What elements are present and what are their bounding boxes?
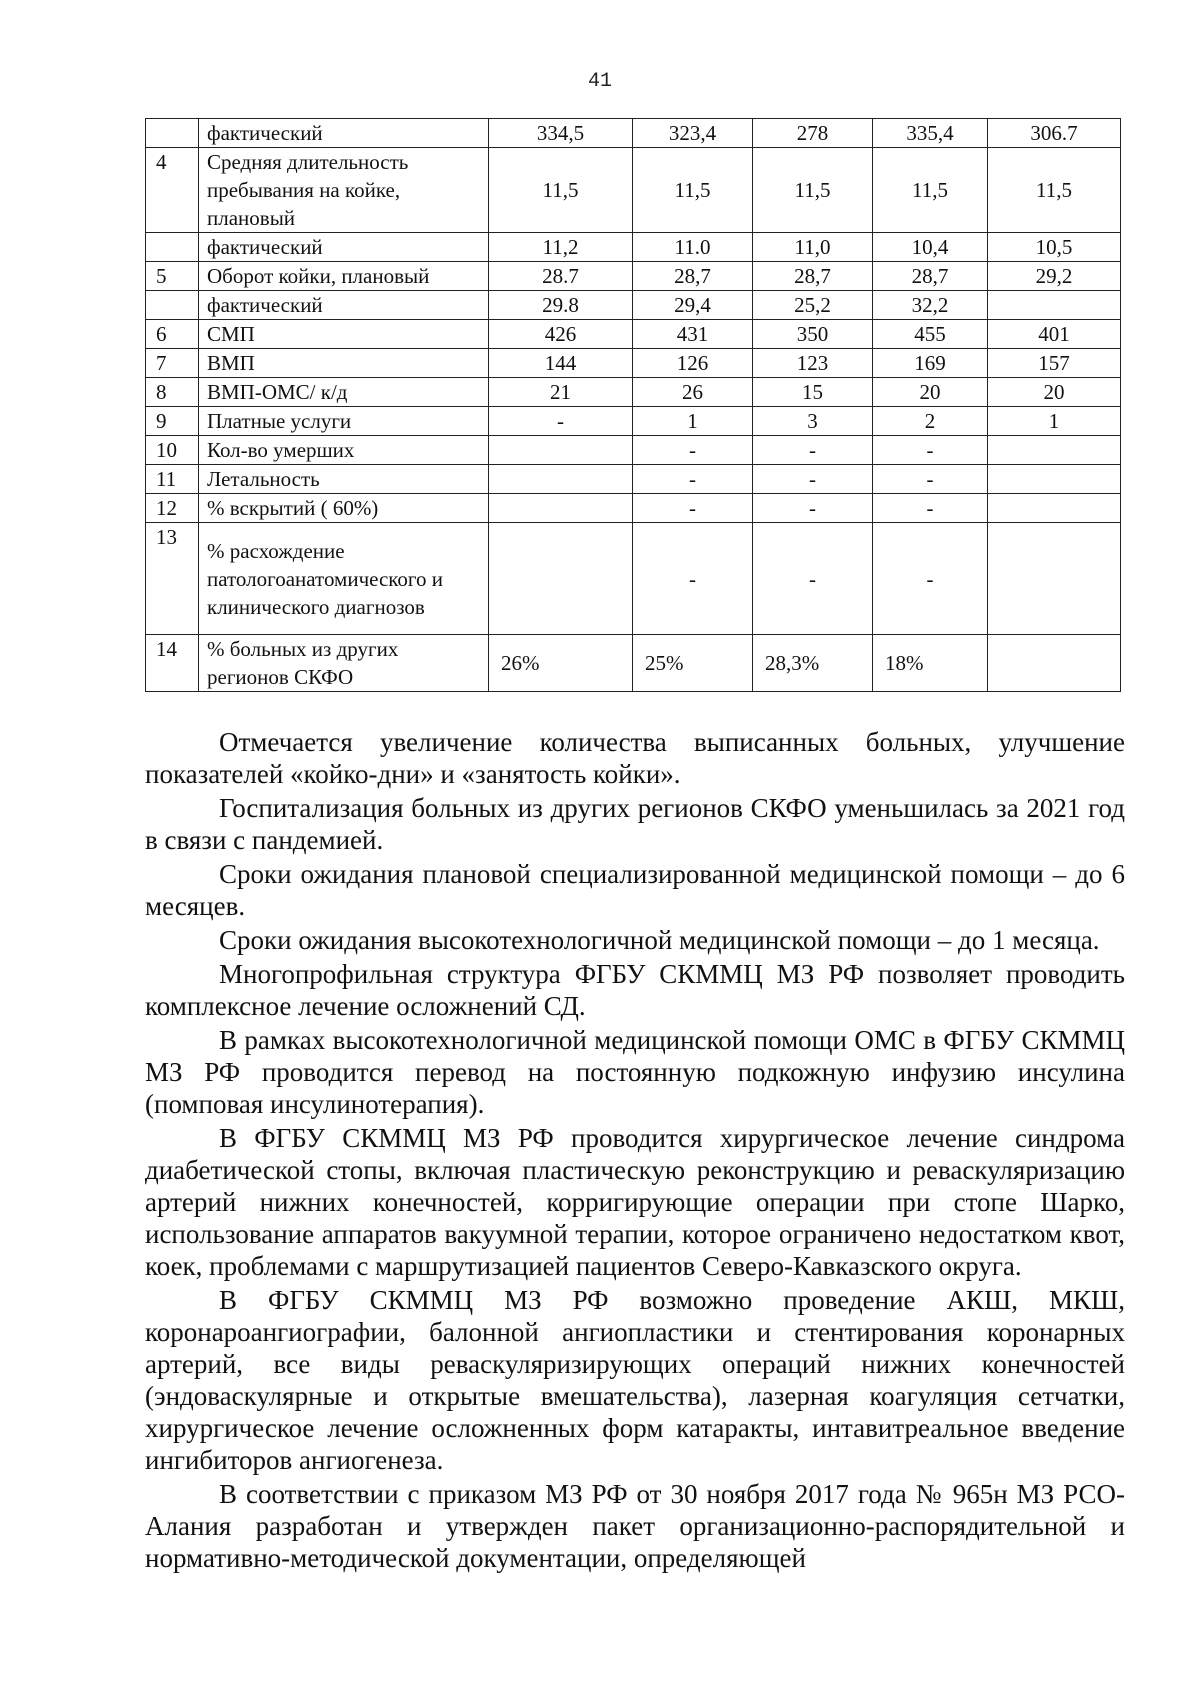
table-cell: [988, 523, 1121, 635]
table-cell: -: [753, 436, 873, 465]
table-cell: 32,2: [873, 291, 988, 320]
table-cell: 18%: [873, 635, 988, 692]
table-cell: 3: [753, 407, 873, 436]
row-indicator: Платные услуги: [199, 407, 489, 436]
table-cell: 11.0: [633, 233, 753, 262]
row-number: 7: [146, 349, 199, 378]
paragraph: Госпитализация больных из других регионов СКФО уменьшилась за 2021 год в связи с пандемией.: [145, 793, 1125, 855]
table-cell: 144: [489, 349, 633, 378]
statistics-table: [145, 118, 1121, 692]
row-number: 10: [146, 436, 199, 465]
table-row: [146, 262, 1121, 291]
table-cell: 29,4: [633, 291, 753, 320]
table-cell: [988, 436, 1121, 465]
paragraph: Сроки ожидания высокотехнологичной медицинской помощи – до 1 месяца.: [219, 925, 1100, 955]
table-row: [146, 378, 1121, 407]
table-cell: 11,5: [873, 148, 988, 233]
table-row: [146, 148, 1121, 233]
row-indicator: Кол-во умерших: [199, 436, 489, 465]
table-cell: [988, 494, 1121, 523]
table-cell: -: [753, 523, 873, 635]
table-cell: 28.7: [489, 262, 633, 291]
table-cell: [489, 436, 633, 465]
table-row: [146, 320, 1121, 349]
table-cell: [489, 523, 633, 635]
table-cell: -: [633, 523, 753, 635]
table-cell: 28,3%: [753, 635, 873, 692]
table-cell: 11,5: [633, 148, 753, 233]
table-cell: 306.7: [988, 119, 1121, 148]
row-number: 11: [146, 465, 199, 494]
paragraph: В ФГБУ СКММЦ МЗ РФ проводится хирургическое лечение синдрома диабетической стопы, включая пластическую реконструкцию и реваскуляризацию артерий нижних конечностей, корригирующие операции при стопе Шарко, использование аппаратов вакуумной терапии, которое ограничено недостатком квот, коек, проблемами с маршрутизацией пациентов Северо-Кавказского округа.: [145, 1123, 1125, 1281]
row-indicator: ВМП-ОМС/ к/д: [199, 378, 489, 407]
table-row: [146, 494, 1121, 523]
row-indicator: ВМП: [199, 349, 489, 378]
paragraph: В соответствии с приказом МЗ РФ от 30 ноября 2017 года № 965н МЗ РСО-Алания разработан и утвержден пакет организационно-распорядительной и нормативно-методической документации, определяющей: [145, 1479, 1125, 1573]
table-cell: -: [489, 407, 633, 436]
table-cell: 11,2: [489, 233, 633, 262]
row-indicator: СМП: [199, 320, 489, 349]
table-cell: -: [873, 523, 988, 635]
table-cell: [988, 635, 1121, 692]
row-number: 13: [146, 523, 199, 635]
table-cell: 323,4: [633, 119, 753, 148]
table-cell: 455: [873, 320, 988, 349]
paragraph: Сроки ожидания плановой специализированной медицинской помощи – до 6 месяцев.: [145, 859, 1125, 921]
table-cell: 426: [489, 320, 633, 349]
row-indicator: Средняя длительность пребывания на койке, плановый: [199, 148, 489, 233]
row-number: [146, 291, 199, 320]
table-cell: 10,4: [873, 233, 988, 262]
table-cell: 28,7: [753, 262, 873, 291]
row-number: 12: [146, 494, 199, 523]
table-row: [146, 291, 1121, 320]
table-cell: -: [753, 494, 873, 523]
table-cell: -: [633, 436, 753, 465]
table-cell: 20: [988, 378, 1121, 407]
table-row: [146, 119, 1121, 148]
row-number: 6: [146, 320, 199, 349]
paragraph: В рамках высокотехнологичной медицинской помощи ОМС в ФГБУ СКММЦ МЗ РФ проводится перевод на постоянную подкожную инфузию инсулина (помповая инсулинотерапия).: [145, 1025, 1125, 1119]
row-number: [146, 119, 199, 148]
paragraph: Отмечается увеличение количества выписанных больных, улучшение показателей «койко-дни» и «занятость койки».: [145, 727, 1125, 789]
row-indicator: фактический: [199, 233, 489, 262]
table-cell: 10,5: [988, 233, 1121, 262]
table-cell: 169: [873, 349, 988, 378]
table-cell: -: [753, 465, 873, 494]
row-number: 5: [146, 262, 199, 291]
table-cell: 126: [633, 349, 753, 378]
table-cell: 25%: [633, 635, 753, 692]
row-indicator: Оборот койки, плановый: [199, 262, 489, 291]
table-row: [146, 407, 1121, 436]
table-cell: -: [633, 465, 753, 494]
table-cell: 26%: [489, 635, 633, 692]
row-indicator: % расхождение патологоанатомического и клинического диагнозов: [199, 523, 489, 635]
paragraph: В ФГБУ СКММЦ МЗ РФ возможно проведение АКШ, МКШ, коронароангиографии, балонной ангиопластики и стентирования коронарных артерий, все виды реваскуляризирующих операций нижних конечностей (эндоваскулярные и открытые вмешательства), лазерная коагуляция сетчатки, хирургическое лечение осложненных форм катаракты, интавитреальное введение ингибиторов ангиогенеза.: [145, 1285, 1125, 1475]
row-number: 8: [146, 378, 199, 407]
table-cell: 29,2: [988, 262, 1121, 291]
table-cell: [988, 291, 1121, 320]
table-cell: 401: [988, 320, 1121, 349]
table-cell: 11,5: [753, 148, 873, 233]
table-cell: [489, 465, 633, 494]
table-cell: 15: [753, 378, 873, 407]
table-cell: 335,4: [873, 119, 988, 148]
table-cell: [988, 465, 1121, 494]
row-number: [146, 233, 199, 262]
row-indicator: фактический: [199, 291, 489, 320]
table-cell: 11,0: [753, 233, 873, 262]
table-cell: 334,5: [489, 119, 633, 148]
table-row: [146, 465, 1121, 494]
table-cell: 1: [633, 407, 753, 436]
table-cell: 123: [753, 349, 873, 378]
table-row: [146, 436, 1121, 465]
table-cell: [489, 494, 633, 523]
table-cell: 278: [753, 119, 873, 148]
table-row: [146, 635, 1121, 692]
table-row: [146, 349, 1121, 378]
table-cell: 26: [633, 378, 753, 407]
table-cell: 29.8: [489, 291, 633, 320]
row-indicator: % вскрытий ( 60%): [199, 494, 489, 523]
row-indicator: % больных из других регионов СКФО: [199, 635, 489, 692]
table-row: [146, 523, 1121, 635]
paragraph: Многопрофильная структура ФГБУ СКММЦ МЗ РФ позволяет проводить комплексное лечение осложнений СД.: [145, 959, 1125, 1021]
table-cell: -: [633, 494, 753, 523]
table-cell: 11,5: [988, 148, 1121, 233]
row-number: 9: [146, 407, 199, 436]
table-cell: 28,7: [633, 262, 753, 291]
table-cell: -: [873, 494, 988, 523]
table-cell: 350: [753, 320, 873, 349]
table-cell: 28,7: [873, 262, 988, 291]
table-cell: 157: [988, 349, 1121, 378]
table-cell: 21: [489, 378, 633, 407]
body-text: [145, 726, 1125, 1576]
row-number: 14: [146, 635, 199, 692]
page-number: 41: [587, 70, 612, 93]
row-number: 4: [146, 148, 199, 233]
row-indicator: фактический: [199, 119, 489, 148]
table-cell: 20: [873, 378, 988, 407]
table-cell: -: [873, 436, 988, 465]
table-row: [146, 233, 1121, 262]
table-cell: -: [873, 465, 988, 494]
table-cell: 11,5: [489, 148, 633, 233]
table-cell: 431: [633, 320, 753, 349]
table-cell: 1: [988, 407, 1121, 436]
table-cell: 25,2: [753, 291, 873, 320]
table-cell: 2: [873, 407, 988, 436]
row-indicator: Летальность: [199, 465, 489, 494]
